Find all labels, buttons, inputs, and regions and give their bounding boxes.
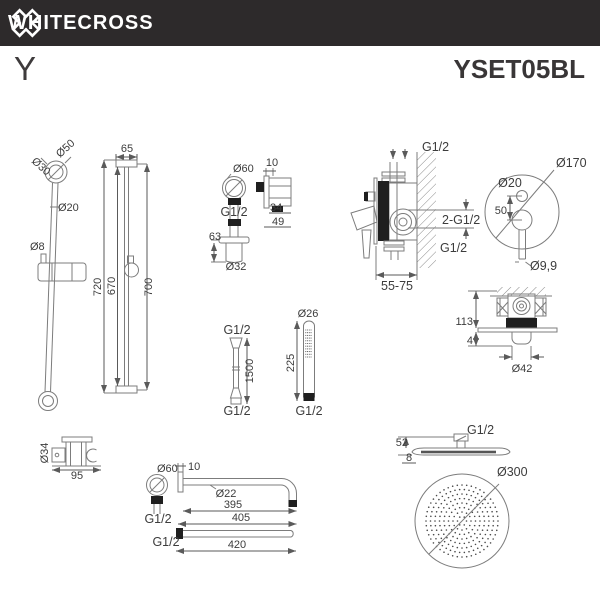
- dim-trim-plate: Ø170: [556, 156, 587, 170]
- dim-tube-length: 670: [106, 276, 118, 296]
- dim-arm-flange: Ø60: [157, 463, 178, 475]
- dim-trim-button: Ø20: [498, 176, 522, 190]
- dim-arm-wall-offset: 10: [188, 461, 201, 473]
- dim-arm-len-inner: 395: [223, 499, 243, 511]
- dim-outlet-body: Ø32: [225, 261, 247, 273]
- dim-outlet-depth-mid: 34: [270, 202, 283, 214]
- dim-mixer-depth-range: 55-75: [381, 279, 413, 293]
- shower-arm: [144, 461, 297, 551]
- model-number: YSET05BL: [453, 54, 585, 84]
- wall-outlet-side: [256, 157, 291, 228]
- mixer-side-view: [351, 140, 480, 293]
- dim-holder-width: 95: [70, 470, 84, 482]
- dim-handshower-thread: G1/2: [295, 404, 323, 418]
- dim-arm-tube: Ø22: [215, 488, 237, 500]
- dim-mixer-top-thread: G1/2: [422, 140, 450, 154]
- dim-outlet-depth-total: 49: [272, 216, 285, 228]
- brand-name: WHITECROSS: [8, 11, 154, 34]
- dim-mixer-bottom-thread: G1/2: [440, 241, 468, 255]
- handshower-spray-face: [305, 329, 311, 357]
- dim-head-thickness: 8: [405, 452, 413, 464]
- shower-hose: [223, 323, 256, 418]
- dim-handshower-length: 225: [285, 353, 297, 373]
- dim-hose-top-thread: G1/2: [223, 323, 251, 337]
- dim-outlet-flange: Ø60: [233, 163, 254, 175]
- dim-arm-straight-len: 420: [227, 539, 247, 551]
- dim-hose-length: 1500: [244, 358, 256, 384]
- dim-holder-peg: Ø8: [30, 241, 45, 253]
- dim-holder-diameter: Ø34: [39, 442, 51, 464]
- dim-arm-flange-thread: G1/2: [144, 512, 172, 526]
- dim-mixer-depth: 113: [455, 316, 473, 328]
- mixer-top-view: [455, 287, 557, 375]
- dim-head-thread: G1/2: [467, 423, 495, 437]
- trim-plate-front: [485, 156, 587, 273]
- handshower: [285, 308, 323, 418]
- dim-trim-spacing: 50: [494, 205, 507, 217]
- dim-overall-length: 720: [92, 277, 104, 297]
- overhead-shower-side: [396, 423, 510, 464]
- overhead-shower-front: [415, 465, 528, 568]
- slide-bar-front: [29, 137, 86, 410]
- dim-outlet-offset: 10: [265, 157, 279, 169]
- dim-head-diameter: Ø300: [497, 465, 528, 479]
- dim-bracket-outer: Ø50: [53, 137, 78, 161]
- dim-bar-length: 700: [143, 277, 155, 297]
- dim-arm-len-outer: 405: [231, 512, 251, 524]
- series-label: Y: [14, 50, 37, 87]
- slide-bar-side: [92, 143, 155, 393]
- dim-flange-width: 65: [120, 143, 134, 155]
- wall-outlet-front: [209, 163, 254, 273]
- handshower-holder: [39, 437, 101, 482]
- dim-outlet-thread: G1/2: [220, 205, 248, 219]
- dim-mixer-plate-gap: 4: [466, 335, 473, 347]
- dim-head-height: 52: [395, 437, 408, 449]
- dim-mixer-hub: Ø42: [511, 363, 533, 375]
- dim-trim-lever: Ø9,9: [530, 259, 558, 273]
- dim-bracket-inner: Ø30: [28, 155, 53, 179]
- dim-arm-straight-thread: G1/2: [152, 535, 180, 549]
- dim-hose-bottom-thread: G1/2: [223, 404, 251, 418]
- dim-bar-diameter: Ø20: [58, 202, 79, 214]
- dim-mixer-mid-threads: 2-G1/2: [442, 213, 481, 227]
- dim-outlet-height: 63: [208, 231, 222, 243]
- dim-handshower-diameter: Ø26: [297, 308, 319, 320]
